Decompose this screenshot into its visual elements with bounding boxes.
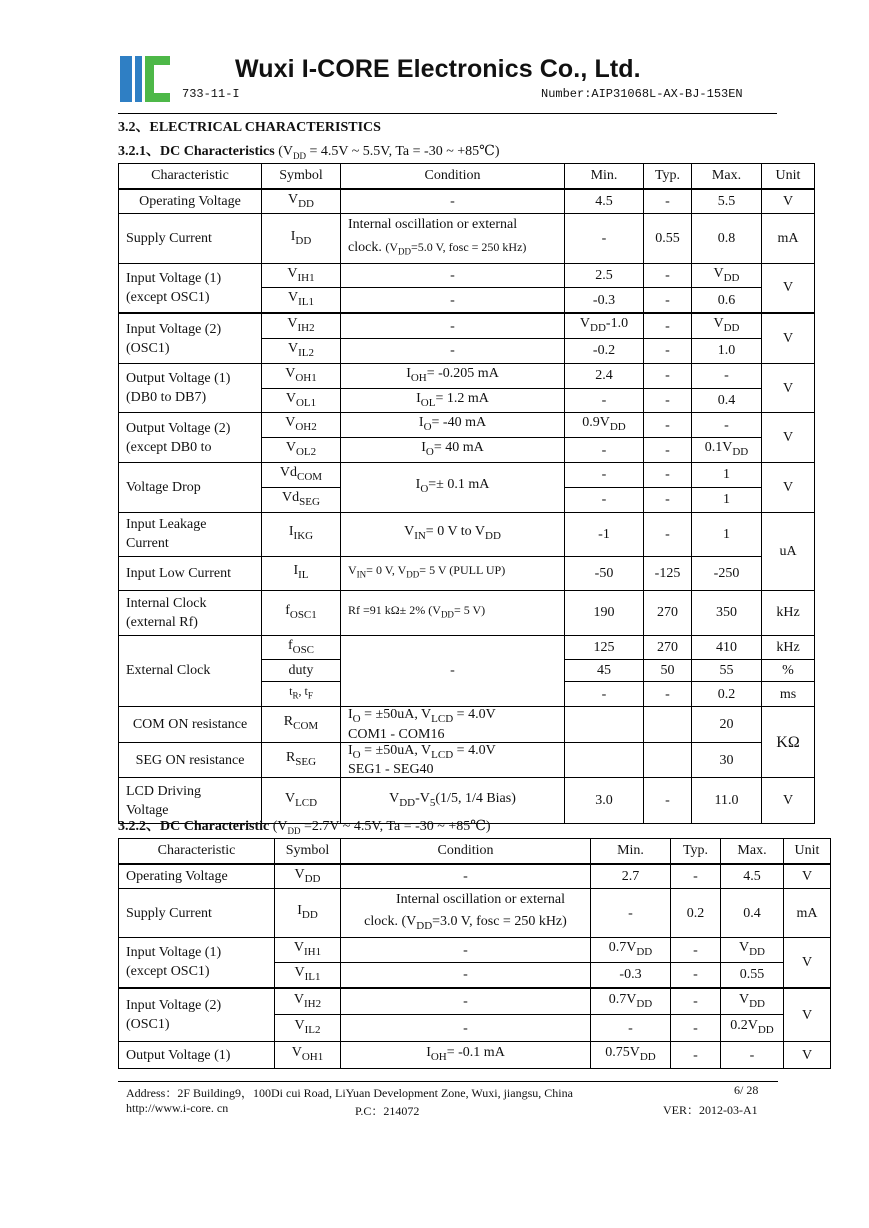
unit-cell: mA <box>784 889 831 938</box>
header-cell: Symbol <box>262 164 341 189</box>
typ-cell: - <box>644 487 692 512</box>
min-cell: 2.4 <box>565 363 644 388</box>
max-cell: - <box>721 1042 784 1069</box>
header-divider <box>118 113 777 114</box>
symbol-cell: $V_{IH1}$ <box>262 263 341 288</box>
symbol-cell: $I_{DD}$ <box>275 889 341 938</box>
typ-cell: 0.55 <box>644 214 692 263</box>
cond-cell: - <box>341 988 591 1015</box>
table-row <box>119 889 831 938</box>
cond-cell: $I_O= -40$ mA <box>341 413 565 438</box>
unit-cell: V <box>762 778 815 824</box>
char-cell: Operating Voltage <box>119 189 262 214</box>
unit-cell: V <box>784 988 831 1042</box>
char-cell: Output Voltage (1) <box>119 1042 275 1069</box>
footer-url[interactable]: http://www.i-core. cn <box>126 1101 229 1115</box>
table-row <box>119 263 815 288</box>
symbol-cell: $V_{DD}$ <box>262 189 341 214</box>
typ-cell: - <box>644 263 692 288</box>
symbol-cell: $V_{IL1}$ <box>275 963 341 988</box>
min-cell: 125 <box>565 635 644 660</box>
header-cell: Characteristic <box>119 839 275 864</box>
symbol-cell: $Vd_{COM}$ <box>262 463 341 488</box>
min-cell: 3.0 <box>565 778 644 824</box>
min-cell: 2.5 <box>565 263 644 288</box>
min-cell: $V_{DD}-1.0$ <box>565 313 644 338</box>
cond-cell: Rf =91 kΩ± 2% ($V_{DD}= 5$ V) <box>341 590 565 635</box>
doc-code: 733-11-I <box>182 87 240 101</box>
min-cell: 4.5 <box>565 189 644 214</box>
symbol-cell: $f_{OSC}$ <box>262 635 341 660</box>
min-cell: $0.7V_{DD}$ <box>591 988 671 1015</box>
typ-cell: - <box>644 288 692 313</box>
symbol-cell: $V_{OL1}$ <box>262 388 341 413</box>
unit-cell: % <box>762 660 815 682</box>
typ-cell: - <box>671 938 721 963</box>
max-cell: 0.2 <box>692 682 762 706</box>
unit-cell: V <box>784 938 831 988</box>
typ-cell: - <box>644 313 692 338</box>
typ-cell: 50 <box>644 660 692 682</box>
doc-number: Number:AIP31068L-AX-BJ-153EN <box>541 87 743 101</box>
unit-cell: V <box>762 189 815 214</box>
symbol-cell: $V_{IL2}$ <box>262 339 341 364</box>
typ-cell: - <box>671 1015 721 1042</box>
symbol-cell: $I_{IKG}$ <box>262 512 341 556</box>
typ-cell: - <box>644 339 692 364</box>
max-cell: $0.1V_{DD}$ <box>692 438 762 463</box>
char-cell: Output Voltage (1) (DB0 to DB7) <box>119 363 262 413</box>
table-row <box>119 1042 831 1069</box>
table-row <box>119 512 815 556</box>
symbol-cell: $f_{OSC1}$ <box>262 590 341 635</box>
min-cell: - <box>565 388 644 413</box>
footer-postcode: P.C：214072 <box>355 1104 420 1118</box>
symbol-cell: $V_{IL1}$ <box>262 288 341 313</box>
char-cell: Input Voltage (1) (except OSC1) <box>119 938 275 988</box>
max-cell: $V_{DD}$ <box>692 263 762 288</box>
min-cell: 45 <box>565 660 644 682</box>
min-cell <box>565 706 644 742</box>
cond-cell: - <box>341 963 591 988</box>
max-cell: - <box>692 413 762 438</box>
max-cell: - <box>692 363 762 388</box>
cond-cell: $V_{IN}= 0$ V, $V_{DD}= 5$ V (PULL UP) <box>341 556 565 590</box>
symbol-cell: $V_{OH1}$ <box>262 363 341 388</box>
min-cell: 2.7 <box>591 864 671 889</box>
unit-cell: V <box>762 263 815 313</box>
min-cell: - <box>565 463 644 488</box>
char-cell: Output Voltage (2) (except DB0 to <box>119 413 262 463</box>
max-cell: 11.0 <box>692 778 762 824</box>
max-cell: 4.5 <box>721 864 784 889</box>
unit-cell: mA <box>762 214 815 263</box>
min-cell: $0.7V_{DD}$ <box>591 938 671 963</box>
header-cell: Condition <box>341 164 565 189</box>
cond-cell: $I_O= 40$ mA <box>341 438 565 463</box>
typ-cell: - <box>671 864 721 889</box>
max-cell: -250 <box>692 556 762 590</box>
header-cell: Max. <box>721 839 784 864</box>
symbol-cell: $V_{IL2}$ <box>275 1015 341 1042</box>
symbol-cell: $V_{IH2}$ <box>275 988 341 1015</box>
max-cell: 1 <box>692 512 762 556</box>
min-cell: - <box>565 487 644 512</box>
char-cell: SEG ON resistance <box>119 742 262 778</box>
header-cell: Typ. <box>671 839 721 864</box>
max-cell: 0.4 <box>692 388 762 413</box>
char-cell: Input Voltage (1) (except OSC1) <box>119 263 262 313</box>
cond-cell: - <box>341 288 565 313</box>
symbol-cell: $V_{OH2}$ <box>262 413 341 438</box>
char-cell: Input Voltage (2) (OSC1) <box>119 313 262 363</box>
typ-cell: - <box>644 413 692 438</box>
min-cell: $0.75V_{DD}$ <box>591 1042 671 1069</box>
char-cell: COM ON resistance <box>119 706 262 742</box>
char-cell: Voltage Drop <box>119 463 262 513</box>
table-row <box>119 313 815 338</box>
table-row <box>119 938 831 963</box>
cond-cell: $I_O = \pm 50uA$, $V_{LCD} = 4.0V$ SEG1 - SEG40 <box>341 742 565 778</box>
footer-divider <box>118 1081 778 1082</box>
typ-cell: - <box>644 388 692 413</box>
cond-cell: Internal oscillation or external clock. ($V_{DD}=5.0$ V, fosc = 250 kHz) <box>341 214 565 263</box>
max-cell: 410 <box>692 635 762 660</box>
symbol-cell: $I_{DD}$ <box>262 214 341 263</box>
dc-table-2 <box>118 838 831 1069</box>
header-cell: Min. <box>591 839 671 864</box>
min-cell: - <box>565 438 644 463</box>
section-title: 3.2、ELECTRICAL CHARACTERISTICS <box>118 120 381 135</box>
unit-cell: V <box>762 413 815 463</box>
unit-cell: ms <box>762 682 815 706</box>
symbol-cell: $Vd_{SEG}$ <box>262 487 341 512</box>
cond-cell: $I_O = \pm 50uA$, $V_{LCD} = 4.0V$ COM1 - COM16 <box>341 706 565 742</box>
max-cell: $V_{DD}$ <box>692 313 762 338</box>
symbol-cell: $t_R$, $t_F$ <box>262 682 341 706</box>
page-number: 6/ 28 <box>734 1083 759 1097</box>
unit-cell: KΩ <box>762 706 815 778</box>
unit-cell: uA <box>762 512 815 590</box>
symbol-cell: $V_{DD}$ <box>275 864 341 889</box>
symbol-cell: duty <box>262 660 341 682</box>
cond-cell: $I_{OH}= -0.1$ mA <box>341 1042 591 1069</box>
cond-cell: $V_{DD}-V_5(1/5$, 1/4 Bias) <box>341 778 565 824</box>
table-row <box>119 864 831 889</box>
unit-cell: kHz <box>762 590 815 635</box>
company-logo <box>120 54 170 104</box>
cond-cell: - <box>341 339 565 364</box>
cond-cell: Internal oscillation or external clock. ($V_{DD}=3.0$ V, fosc = 250 kHz) <box>341 889 591 938</box>
cond-cell: - <box>341 864 591 889</box>
max-cell: 0.55 <box>721 963 784 988</box>
unit-cell: kHz <box>762 635 815 660</box>
symbol-cell: $R_{COM}$ <box>262 706 341 742</box>
cond-cell: - <box>341 1015 591 1042</box>
max-cell: 1 <box>692 487 762 512</box>
header-cell: Characteristic <box>119 164 262 189</box>
typ-cell: - <box>671 963 721 988</box>
typ-cell: - <box>644 778 692 824</box>
table-row <box>119 635 815 660</box>
table-row <box>119 988 831 1015</box>
min-cell: -0.2 <box>565 339 644 364</box>
min-cell <box>565 742 644 778</box>
char-cell: External Clock <box>119 635 262 706</box>
cond-cell: - <box>341 938 591 963</box>
max-cell: 1.0 <box>692 339 762 364</box>
typ-cell: - <box>644 438 692 463</box>
char-cell: Supply Current <box>119 214 262 263</box>
min-cell: - <box>565 682 644 706</box>
max-cell: 55 <box>692 660 762 682</box>
typ-cell: - <box>644 363 692 388</box>
typ-cell: - <box>671 988 721 1015</box>
min-cell: - <box>591 1015 671 1042</box>
unit-cell: V <box>762 363 815 413</box>
cond-cell: - <box>341 635 565 706</box>
max-cell: 0.6 <box>692 288 762 313</box>
cond-cell: $I_{OL}= 1.2$ mA <box>341 388 565 413</box>
table-row <box>119 556 815 590</box>
typ-cell: 270 <box>644 590 692 635</box>
table-header-row <box>119 164 815 189</box>
max-cell: 20 <box>692 706 762 742</box>
table-row <box>119 214 815 263</box>
symbol-cell: $V_{IH1}$ <box>275 938 341 963</box>
max-cell: 30 <box>692 742 762 778</box>
dc-table-1 <box>118 163 815 824</box>
max-cell: $V_{DD}$ <box>721 988 784 1015</box>
typ-cell: 270 <box>644 635 692 660</box>
table-row <box>119 590 815 635</box>
cond-cell: - <box>341 263 565 288</box>
unit-cell: V <box>762 313 815 363</box>
cond-cell: - <box>341 313 565 338</box>
header-cell: Typ. <box>644 164 692 189</box>
typ-cell: - <box>644 682 692 706</box>
header-cell: Symbol <box>275 839 341 864</box>
table-row <box>119 706 815 742</box>
symbol-cell: $V_{IH2}$ <box>262 313 341 338</box>
max-cell: $0.2V_{DD}$ <box>721 1015 784 1042</box>
max-cell: $V_{DD}$ <box>721 938 784 963</box>
typ-cell: -125 <box>644 556 692 590</box>
min-cell: - <box>565 214 644 263</box>
symbol-cell: $R_{SEG}$ <box>262 742 341 778</box>
min-cell: - <box>591 889 671 938</box>
header-cell: Condition <box>341 839 591 864</box>
header-cell: Unit <box>762 164 815 189</box>
max-cell: 350 <box>692 590 762 635</box>
header-cell: Min. <box>565 164 644 189</box>
company-name: Wuxi I-CORE Electronics Co., Ltd. <box>235 55 641 83</box>
char-cell: LCD Driving Voltage <box>119 778 262 824</box>
cond-cell: $V_{IN}= 0$ V to $V_{DD}$ <box>341 512 565 556</box>
header-cell: Max. <box>692 164 762 189</box>
table-row <box>119 189 815 214</box>
unit-cell: V <box>784 864 831 889</box>
footer-version: VER：2012-03-A1 <box>663 1103 758 1117</box>
char-cell: Input Low Current <box>119 556 262 590</box>
unit-cell: V <box>784 1042 831 1069</box>
typ-cell <box>644 706 692 742</box>
table-row <box>119 363 815 388</box>
typ-cell: - <box>644 512 692 556</box>
symbol-cell: $V_{OL2}$ <box>262 438 341 463</box>
typ-cell: 0.2 <box>671 889 721 938</box>
typ-cell: - <box>644 189 692 214</box>
unit-cell: V <box>762 463 815 513</box>
table-row <box>119 463 815 488</box>
max-cell: 0.4 <box>721 889 784 938</box>
min-cell: 190 <box>565 590 644 635</box>
table-row <box>119 413 815 438</box>
table1-title: 3.2.1、DC Characteristics ($V_{DD} = 4.5V$ ~ 5.5V, Ta = -30 ~ +85℃) <box>118 144 500 161</box>
typ-cell: - <box>644 463 692 488</box>
max-cell: 0.8 <box>692 214 762 263</box>
header-cell: Unit <box>784 839 831 864</box>
min-cell: -0.3 <box>591 963 671 988</box>
typ-cell <box>644 742 692 778</box>
char-cell: Input Voltage (2) (OSC1) <box>119 988 275 1042</box>
char-cell: Internal Clock (external Rf) <box>119 590 262 635</box>
char-cell: Operating Voltage <box>119 864 275 889</box>
table-header-row <box>119 839 831 864</box>
symbol-cell: $V_{OH1}$ <box>275 1042 341 1069</box>
min-cell: -0.3 <box>565 288 644 313</box>
min-cell: -1 <box>565 512 644 556</box>
typ-cell: - <box>671 1042 721 1069</box>
max-cell: 5.5 <box>692 189 762 214</box>
max-cell: 1 <box>692 463 762 488</box>
char-cell: Supply Current <box>119 889 275 938</box>
cond-cell: $I_O=\pm 0.1$ mA <box>341 463 565 513</box>
table2-title: 3.2.2、DC Characteristic ($V_{DD} =2.7V$ ~ 4.5V, Ta = -30 ~ +85℃) <box>118 819 491 836</box>
min-cell: $0.9V_{DD}$ <box>565 413 644 438</box>
footer-address: Address：2F Building9，100Di cui Road, LiYuan Development Zone, Wuxi, jiangsu, China <box>126 1086 573 1100</box>
min-cell: -50 <box>565 556 644 590</box>
cond-cell: - <box>341 189 565 214</box>
table-row <box>119 742 815 778</box>
char-cell: Input Leakage Current <box>119 512 262 556</box>
symbol-cell: $I_{IL}$ <box>262 556 341 590</box>
cond-cell: $I_{OH}= -0.205$ mA <box>341 363 565 388</box>
symbol-cell: $V_{LCD}$ <box>262 778 341 824</box>
